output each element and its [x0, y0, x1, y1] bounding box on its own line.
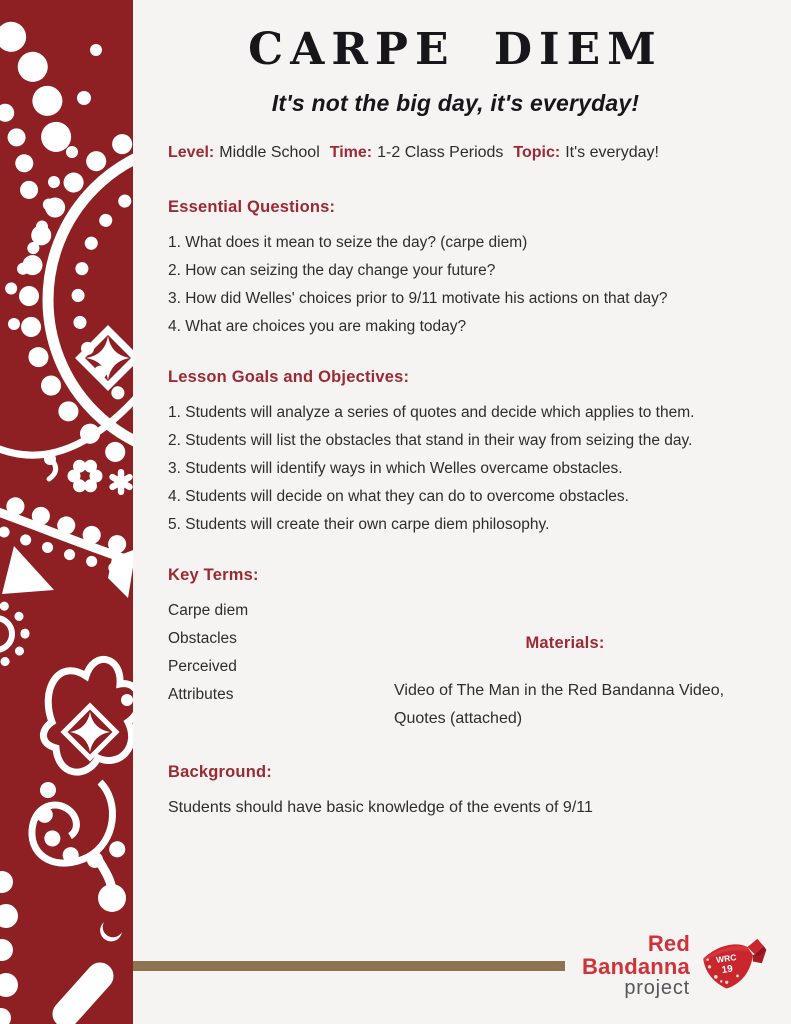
lesson-goals-heading: Lesson Goals and Objectives:	[168, 368, 410, 386]
time-label: Time:	[329, 144, 373, 161]
level-value: Middle School	[219, 144, 320, 161]
key-term-item: Attributes	[168, 686, 234, 703]
lesson-goal-item: 2. Students will list the obstacles that stand in their way from seizing the day.	[168, 432, 693, 449]
materials-heading: Materials:	[525, 634, 605, 652]
essential-question-item: 3. How did Welles' choices prior to 9/11 motivate his actions on that day?	[168, 290, 668, 307]
essential-question-item: 2. How can seizing the day change your future?	[168, 262, 496, 279]
essential-questions-section	[168, 198, 743, 341]
background-heading: Background:	[168, 763, 272, 781]
key-term-item: Obstacles	[168, 630, 237, 647]
key-term-item: Carpe diem	[168, 602, 249, 619]
logo-badge-line2: 19	[721, 963, 734, 977]
time-value: 1-2 Class Periods	[377, 144, 504, 161]
meta-line	[168, 144, 669, 162]
logo-wordmark	[558, 933, 696, 998]
red-bandanna-project-logo	[558, 931, 776, 1000]
logo-line2: project	[624, 977, 690, 1000]
topic-label: Topic:	[513, 144, 561, 161]
background-text: Students should have basic knowledge of the events of 9/11	[168, 799, 593, 816]
lesson-goal-item: 1. Students will analyze a series of quotes and decide which applies to them.	[168, 404, 695, 421]
lesson-goal-item: 4. Students will decide on what they can do to overcome obstacles.	[168, 488, 629, 505]
document-content	[168, 0, 743, 1024]
materials-text: Video of The Man in the Red Bandanna Video, Quotes (attached)	[394, 682, 725, 727]
essential-question-item: 4. What are choices you are making today?	[168, 318, 467, 335]
key-terms-heading: Key Terms:	[168, 566, 259, 584]
essential-question-item: 1. What does it mean to seize the day? (carpe diem)	[168, 234, 528, 251]
logo-badge-line1: WRC	[715, 952, 738, 965]
topic-value: It's everyday!	[565, 144, 659, 161]
page-subtitle: It's not the big day, it's everyday!	[271, 90, 640, 116]
lesson-goal-item: 3. Students will identify ways in which Welles overcame obstacles.	[168, 460, 623, 477]
lesson-goal-item: 5. Students will create their own carpe diem philosophy.	[168, 516, 550, 533]
key-term-item: Perceived	[168, 658, 237, 675]
background-section	[168, 763, 743, 822]
essential-questions-heading: Essential Questions:	[168, 198, 336, 216]
materials-block	[394, 634, 736, 733]
level-label: Level:	[168, 144, 215, 161]
red-bandanna-logo-icon	[696, 937, 770, 995]
logo-line1: Red Bandanna	[582, 931, 690, 979]
footer-divider-bar	[133, 961, 565, 971]
page-title: CARPE DIEM	[248, 24, 663, 75]
key-terms-materials-section	[168, 566, 743, 736]
bandanna-pattern	[0, 0, 133, 1024]
lesson-goals-section	[168, 368, 743, 539]
